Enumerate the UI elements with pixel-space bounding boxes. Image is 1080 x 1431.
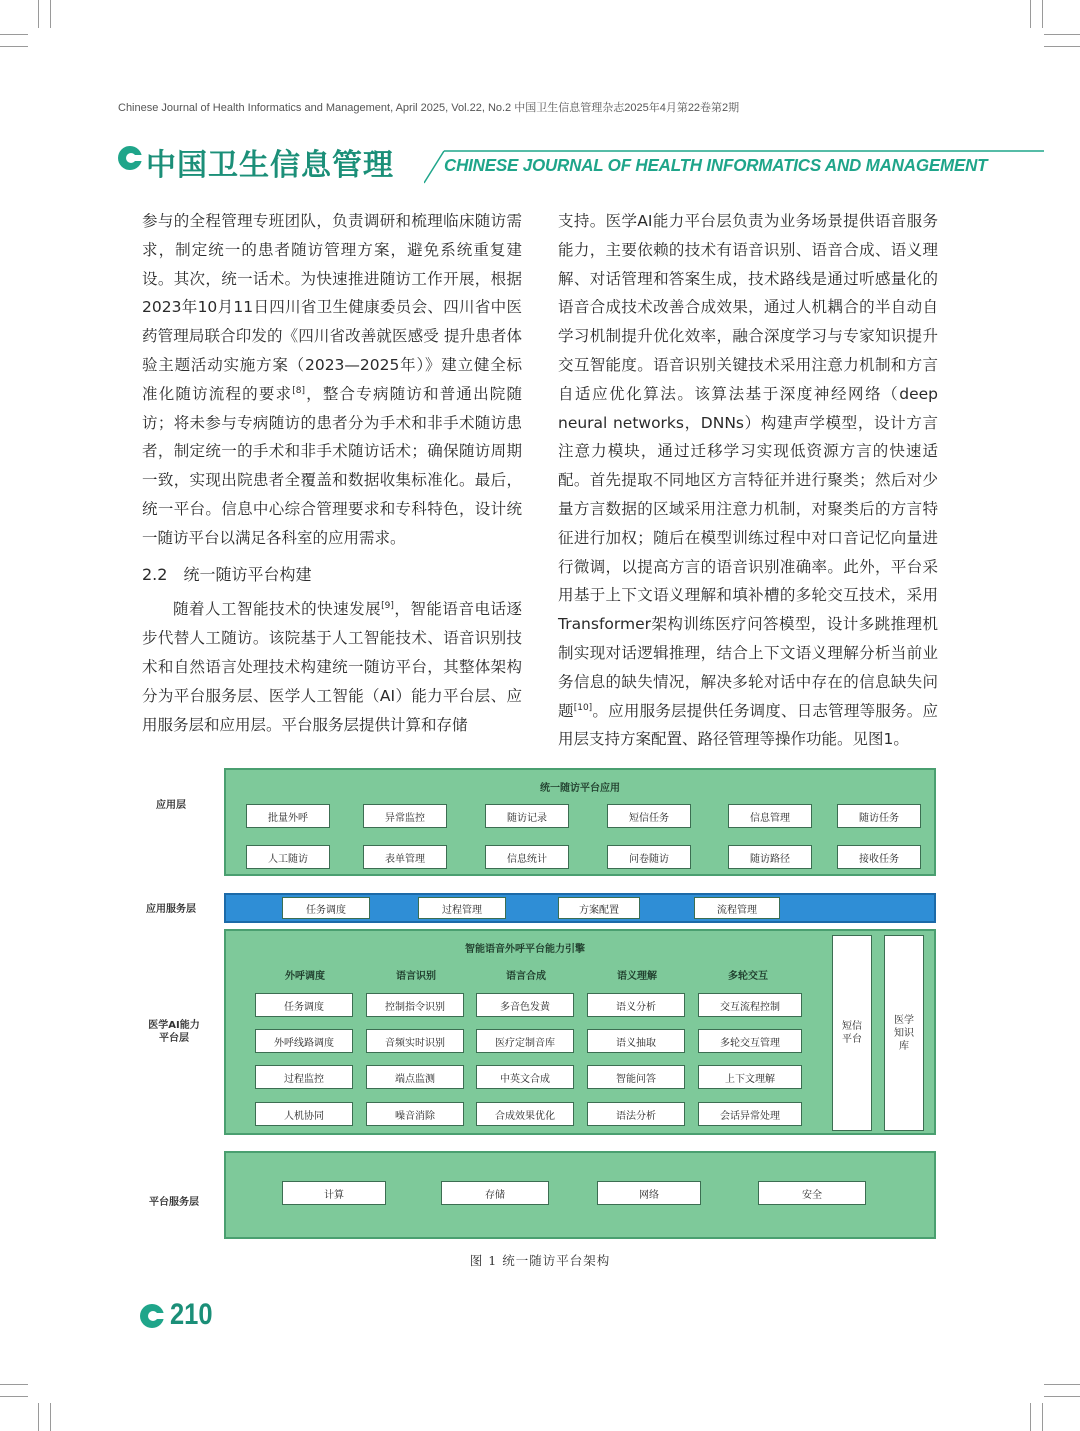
journal-title-en: CHINESE JOURNAL OF HEALTH INFORMATICS AND MANAGEMENT bbox=[444, 155, 988, 176]
medical-knowledge-base-box: 医学 知识 库 bbox=[884, 935, 924, 1131]
ai-layer-panel bbox=[224, 929, 936, 1135]
sms-platform-box: 短信 平台 bbox=[832, 935, 872, 1131]
infra-box: 计算 bbox=[282, 1181, 386, 1205]
app-module-box: 短信任务 bbox=[607, 804, 691, 828]
capability-box: 智能问答 bbox=[587, 1065, 685, 1089]
masthead bbox=[116, 140, 1046, 186]
paragraph bbox=[558, 207, 938, 754]
crop-mark bbox=[1044, 46, 1080, 47]
service-box: 任务调度 bbox=[282, 897, 370, 919]
app-module-box: 随访任务 bbox=[837, 804, 921, 828]
crop-mark bbox=[0, 1384, 28, 1385]
section-number: 2.2 bbox=[142, 564, 168, 584]
layer-label-app-service: 应用服务层 bbox=[146, 904, 196, 915]
service-box: 流程管理 bbox=[694, 897, 780, 919]
capability-box: 语法分析 bbox=[587, 1102, 685, 1126]
figure-caption: 图 1 统一随访平台架构 bbox=[469, 1253, 611, 1268]
capability-box: 外呼线路调度 bbox=[255, 1029, 353, 1053]
paragraph bbox=[142, 207, 522, 553]
capability-box: 多轮交互管理 bbox=[698, 1029, 802, 1053]
app-module-box: 批量外呼 bbox=[246, 804, 330, 828]
capability-box: 上下文理解 bbox=[698, 1065, 802, 1089]
section-heading bbox=[142, 561, 522, 590]
app-service-layer-bar bbox=[224, 893, 936, 923]
capability-column-head: 语言识别 bbox=[396, 971, 436, 982]
capability-box: 控制指令识别 bbox=[366, 993, 464, 1017]
paragraph bbox=[142, 595, 522, 739]
crop-mark bbox=[38, 1403, 39, 1431]
capability-box: 合成效果优化 bbox=[476, 1102, 574, 1126]
citation: [9] bbox=[381, 601, 394, 612]
app-module-box: 问卷随访 bbox=[607, 845, 691, 869]
capability-box: 语义抽取 bbox=[587, 1029, 685, 1053]
infra-box: 安全 bbox=[758, 1181, 866, 1205]
ai-layer-title: 智能语音外呼平台能力引擎 bbox=[465, 944, 585, 955]
capability-box: 交互流程控制 bbox=[698, 993, 802, 1017]
crop-mark bbox=[1044, 1396, 1080, 1397]
capability-box: 会话异常处理 bbox=[698, 1102, 802, 1126]
crop-mark bbox=[50, 1403, 51, 1431]
capability-box: 人机协同 bbox=[255, 1102, 353, 1126]
app-module-box: 人工随访 bbox=[246, 845, 330, 869]
layer-label-app: 应用层 bbox=[156, 800, 186, 811]
layer-label-ai: 医学AI能力 平台层 bbox=[148, 1020, 200, 1044]
architecture-figure bbox=[140, 765, 940, 1245]
paragraph-text: 参与的全程管理专班团队，负责调研和梳理临床随访需求，制定统一的患者随访管理方案，避免系统重复建设。其次，统一话术。为快速推进随访工作开展，根据2023年10月11日四川省卫生健康委员会、四川省中医药管理局联合印发的《四川省改善就医感受 提升患者体验主题活动实施方案（2023—2025年）》建立健全标准化随访流程的要求 bbox=[142, 212, 522, 403]
citation: [8] bbox=[292, 385, 305, 396]
capability-box: 音频实时识别 bbox=[366, 1029, 464, 1053]
section-title: 统一随访平台构建 bbox=[183, 564, 312, 584]
crop-mark bbox=[1030, 0, 1031, 28]
service-box: 过程管理 bbox=[418, 897, 506, 919]
crop-mark bbox=[1042, 1403, 1043, 1431]
paragraph-text: ，整合专病随访和普通出院随访；将未参与专病随访的患者分为手术和非手术随访患者，制定统一的手术和非手术随访话术；确保随访周期一致，实现出院患者全覆盖和数据收集标准化。最后，统一平台。信息中心综合管理要求和专科特色，设计统一随访平台以满足各科室的应用需求。 bbox=[142, 384, 522, 547]
app-module-box: 随访路径 bbox=[728, 845, 812, 869]
capability-column-head: 语义理解 bbox=[617, 971, 657, 982]
layer-label-platform: 平台服务层 bbox=[149, 1197, 199, 1208]
crop-mark bbox=[0, 34, 28, 35]
crop-mark bbox=[38, 0, 39, 28]
capability-box: 端点监测 bbox=[366, 1065, 464, 1089]
capability-box: 中英文合成 bbox=[476, 1065, 574, 1089]
capability-box: 语义分析 bbox=[587, 993, 685, 1017]
app-module-box: 信息管理 bbox=[728, 804, 812, 828]
capability-box: 任务调度 bbox=[255, 993, 353, 1017]
capability-box: 过程监控 bbox=[255, 1065, 353, 1089]
infra-box: 存储 bbox=[441, 1181, 549, 1205]
paragraph-text: 。应用服务层提供任务调度、日志管理等服务。应用层支持方案配置、路径管理等操作功能。见图1。 bbox=[558, 701, 938, 749]
paragraph-text: 随着人工智能技术的快速发展 bbox=[173, 600, 382, 619]
app-module-box: 信息统计 bbox=[485, 845, 569, 869]
capability-column-head: 语言合成 bbox=[506, 971, 546, 982]
body-column-right bbox=[558, 207, 938, 754]
capability-column-head: 多轮交互 bbox=[728, 971, 768, 982]
app-module-box: 异常监控 bbox=[363, 804, 447, 828]
crop-mark bbox=[1044, 34, 1080, 35]
capability-box: 噪音消除 bbox=[366, 1102, 464, 1126]
journal-title-cn: 中国卫生信息管理 bbox=[146, 148, 394, 183]
app-layer-panel bbox=[224, 768, 936, 876]
body-column-left bbox=[142, 207, 522, 739]
crop-mark bbox=[1044, 1384, 1080, 1385]
app-layer-title: 统一随访平台应用 bbox=[540, 783, 620, 794]
crop-mark bbox=[1030, 1403, 1031, 1431]
platform-layer-panel bbox=[224, 1151, 936, 1239]
app-module-box: 表单管理 bbox=[363, 845, 447, 869]
journal-logo-icon bbox=[118, 146, 142, 170]
crop-mark bbox=[1042, 0, 1043, 28]
crop-mark bbox=[0, 1396, 28, 1397]
page-number: 210 bbox=[170, 1298, 213, 1331]
app-module-box: 随访记录 bbox=[485, 804, 569, 828]
service-box: 方案配置 bbox=[558, 897, 640, 919]
infra-box: 网络 bbox=[597, 1181, 701, 1205]
app-module-box: 接收任务 bbox=[837, 845, 921, 869]
paragraph-text: ，智能语音电话逐步代替人工随访。该院基于人工智能技术、语音识别技术和自然语言处理技术构建统一随访平台，其整体架构分为平台服务层、医学人工智能（AI）能力平台层、应用服务层和应用层。平台服务层提供计算和存储 bbox=[142, 600, 522, 734]
crop-mark bbox=[50, 0, 51, 28]
capability-box: 多音色发黄 bbox=[476, 993, 574, 1017]
crop-mark bbox=[0, 46, 28, 47]
capability-box: 医疗定制音库 bbox=[476, 1029, 574, 1053]
running-head: Chinese Journal of Health Informatics and Management, April 2025, Vol.22, No.2 中国卫生信息管理杂志2025年4月第22卷第2期 bbox=[118, 102, 740, 114]
capability-column-head: 外呼调度 bbox=[285, 971, 325, 982]
citation: [10] bbox=[573, 702, 593, 713]
paragraph-text: 支持。医学AI能力平台层负责为业务场景提供语音服务能力，主要依赖的技术有语音识别、语音合成、语义理解、对话管理和答案生成，技术路线是通过听感量化的语音合成技术改善合成效果，通过人机耦合的半自动自学习机制提升优化效率，融合深度学习与专家知识提升交互智能度。语音识别关键技术采用注意力机制和方言自适应优化算法。该算法基于深度神经网络（deep neural networks，DNNs）构建声学模型，设计方言注意力模块，通过迁移学习实现低资源方言的快速适配。首先提取不同地区方言特征并进行聚类；然后对少量方言数据的区域采用注意力机制，对聚类后的方言特征进行加权；随后在模型训练过程中对口音记忆向量进行微调，以提高方言的语音识别准确率。此外，平台采用基于上下文语义理解和填补槽的多轮交互技术，采用Transformer架构训练医疗问答模型，设计多跳推理机制实现对话逻辑推理，结合上下文语义理解分析当前业务信息的缺失情况，解决多轮对话中存在的信息缺失问题 bbox=[558, 212, 938, 720]
journal-logo-icon bbox=[140, 1304, 164, 1328]
